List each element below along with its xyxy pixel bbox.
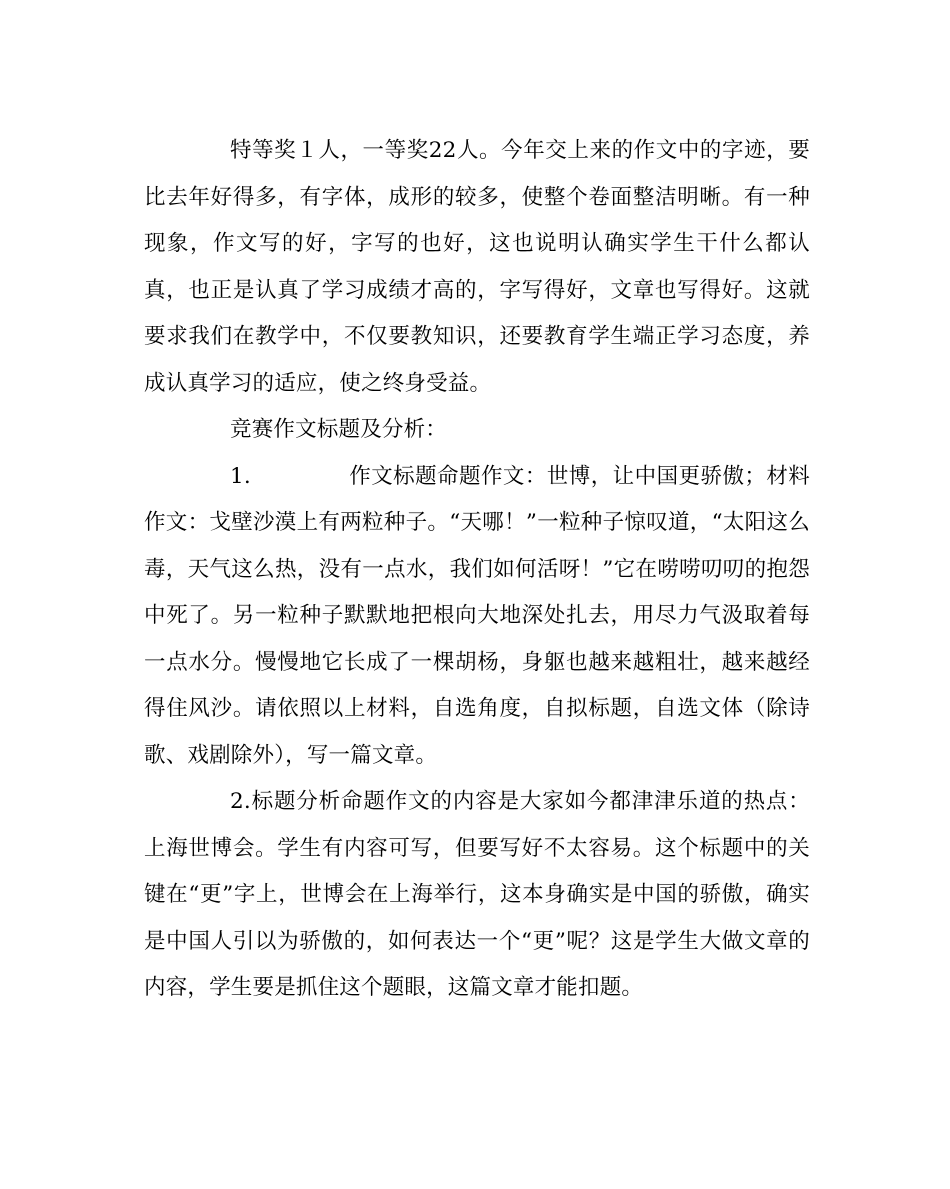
paragraph-item-1 [144, 454, 810, 780]
paragraph-text: 作文标题命题作文：世博，让中国更骄傲；材料作文：戈壁沙漠上有两粒种子。“天哪！”一粒种子惊叹道，“太阳这么毒，天气这么热，没有一点水，我们如何活呀！”它在唠唠叨叨的抱怨中死了。另一粒种子默默地把根向大地深处扎去，用尽力气汲取着每一点水分。慢慢地它长成了一棵胡杨，身躯也越来越粗壮，越来越经得住风沙。请依照以上材料，自选角度，自拟标题，自选文体（除诗歌、戏剧除外），写一篇文章。 [144, 463, 810, 768]
document-body [144, 128, 810, 1012]
paragraph-text: 特等奖１人，一等奖22人。今年交上来的作文中的字迹，要比去年好得多，有字体，成形的较多，使整个卷面整洁明晰。有一种现象，作文写的好，字写的也好，这也说明认确实学生干什么都认真，也正是认真了学习成绩才高的，字写得好，文章也写得好。这就要求我们在教学中，不仅要教知识，还要教育学生端正学习态度，养成认真学习的适应，使之终身受益。 [144, 138, 810, 396]
paragraph-text: 2.标题分析命题作文的内容是大家如今都津津乐道的热点：上海世博会。学生有内容可写，但要写好不太容易。这个标题中的关键在“更”字上，世博会在上海举行，这本身确实是中国的骄傲，确实是中国人引以为骄傲的，如何表达一个“更”呢？这是学生大做文章的内容，学生要是抓住这个题眼，这篇文章才能扣题。 [144, 789, 810, 1000]
paragraph-section-heading [144, 407, 810, 454]
paragraph-item-2 [144, 779, 810, 1012]
item-number: 1. [230, 463, 251, 489]
paragraph-text: 竞赛作文标题及分析： [230, 417, 448, 442]
paragraph-award-summary [144, 128, 810, 407]
